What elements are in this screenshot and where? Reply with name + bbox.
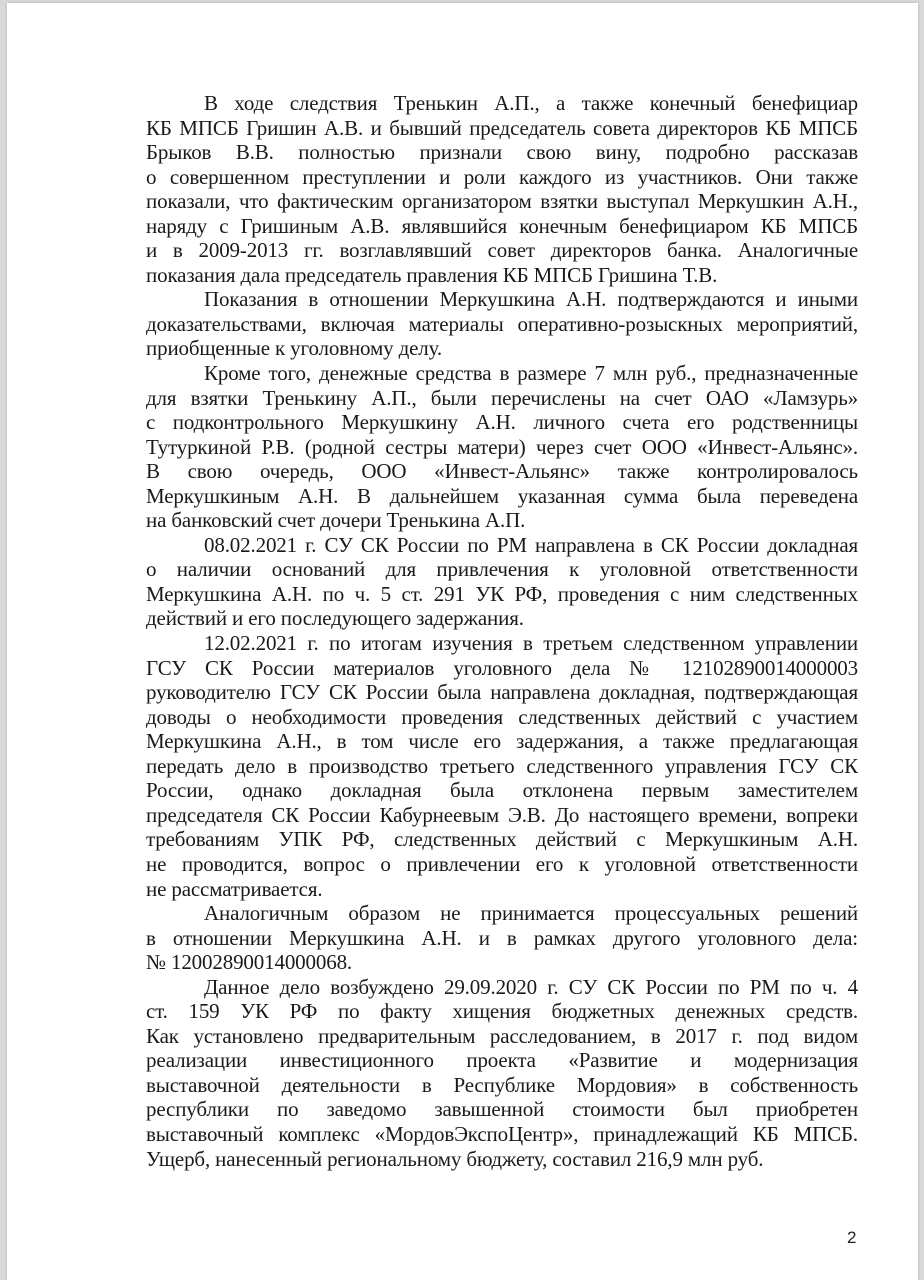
text-line: действий и его последующего задержания. — [146, 606, 524, 631]
paragraph — [146, 361, 858, 533]
text-line: В ходе следствия Тренькин А.П., а также конечный бенефициар — [204, 91, 858, 115]
text-line: республики по заведомо завышенной стоимости был приобретен — [146, 1097, 858, 1122]
text-line: показали, что фактическим организатором взятки выступал Меркушкин А.Н., — [146, 189, 858, 214]
text-line: ст. 159 УК РФ по факту хищения бюджетных денежных средств. — [146, 999, 858, 1024]
text-line: руководителю ГСУ СК России была направлена докладная, подтверждающая — [146, 680, 858, 705]
text-line: требованиям УПК РФ, следственных действий с Меркушкиным А.Н. — [146, 827, 858, 852]
text-line: для взятки Тренькину А.П., были перечислены на счет ОАО «Ламзурь» — [146, 385, 858, 410]
text-line: передать дело в производство третьего следственного управления ГСУ СК — [146, 753, 858, 778]
text-line: Как установлено предварительным расследованием, в 2017 г. под видом — [146, 1023, 858, 1048]
text-line: доводы о необходимости проведения следственных действий с участием — [146, 704, 858, 729]
text-line: о совершенном преступлении и роли каждого из участников. Они также — [146, 164, 858, 189]
text-line: ГСУ СК России материалов уголовного дела № 12102890014000003 — [146, 655, 858, 680]
text-line: с подконтрольного Меркушкину А.Н. личного счета его родственницы — [146, 410, 858, 435]
text-line: Данное дело возбуждено 29.09.2020 г. СУ СК России по РМ по ч. 4 — [204, 974, 858, 999]
document-body — [146, 91, 858, 1171]
text-line: Меркушкина А.Н., в том числе его задержания, а также предлагающая — [146, 729, 858, 754]
text-line: доказательствами, включая материалы оперативно-розыскных мероприятий, — [146, 311, 858, 336]
text-line: и в 2009-2013 гг. возглавлявший совет директоров банка. Аналогичные — [146, 238, 858, 263]
text-line: наряду с Гришиным А.В. являвшийся конечным бенефициаром КБ МПСБ — [146, 213, 858, 238]
paragraph — [146, 533, 858, 631]
text-line: КБ МПСБ Гришин А.В. и бывший председатель совета директоров КБ МПСБ — [146, 115, 858, 140]
paragraph — [146, 901, 858, 975]
text-line: Ущерб, нанесенный региональному бюджету, составил 216,9 млн руб. — [146, 1146, 764, 1171]
text-line: председателя СК России Кабурнеевым Э.В. До настоящего времени, вопреки — [146, 802, 858, 827]
text-line: на банковский счет дочери Тренькина А.П. — [146, 508, 526, 533]
text-line: Показания в отношении Меркушкина А.Н. подтверждаются и иными — [204, 287, 858, 312]
text-line: Меркушкиным А.Н. В дальнейшем указанная сумма была переведена — [146, 483, 858, 508]
text-line: Брыков В.В. полностью признали свою вину, подробно рассказав — [146, 140, 858, 165]
text-line: реализации инвестиционного проекта «Развитие и модернизация — [146, 1048, 858, 1073]
page-number: 2 — [847, 1228, 857, 1247]
text-line: выставочной деятельности в Республике Мордовия» в собственность — [146, 1072, 858, 1097]
text-line: Меркушкина А.Н. по ч. 5 ст. 291 УК РФ, проведения с ним следственных — [146, 581, 858, 606]
paragraph — [146, 287, 858, 361]
text-line: Тутуркиной Р.В. (родной сестры матери) через счет ООО «Инвест-Альянс». — [146, 434, 858, 459]
text-line: Кроме того, денежные средства в размере 7 млн руб., предназначенные — [204, 361, 858, 386]
paragraph — [146, 975, 858, 1171]
text-line: приобщенные к уголовному делу. — [146, 336, 442, 361]
text-line: В свою очередь, ООО «Инвест-Альянс» также контролировалось — [146, 459, 858, 484]
text-line: о наличии оснований для привлечения к уголовной ответственности — [146, 557, 858, 582]
paragraph — [146, 91, 858, 287]
text-line: в отношении Меркушкина А.Н. и в рамках другого уголовного дела: — [146, 925, 858, 950]
text-line: не проводится, вопрос о привлечении его к уголовной ответственности — [146, 851, 858, 876]
text-line: России, однако докладная была отклонена первым заместителем — [146, 778, 858, 803]
text-line: № 12002890014000068. — [146, 950, 353, 975]
paragraph — [146, 631, 858, 901]
text-line: Аналогичным образом не принимается процессуальных решений — [204, 901, 858, 926]
text-line: 12.02.2021 г. по итогам изучения в третьем следственном управлении — [204, 631, 858, 656]
text-line: показания дала председатель правления КБ МПСБ Гришина Т.В. — [146, 262, 718, 287]
text-line: не рассматривается. — [146, 876, 323, 901]
document-page — [7, 3, 918, 1280]
text-line: 08.02.2021 г. СУ СК России по РМ направлена в СК России докладная — [204, 532, 858, 557]
text-line: выставочный комплекс «МордовЭкспоЦентр», принадлежащий КБ МПСБ. — [146, 1121, 858, 1146]
